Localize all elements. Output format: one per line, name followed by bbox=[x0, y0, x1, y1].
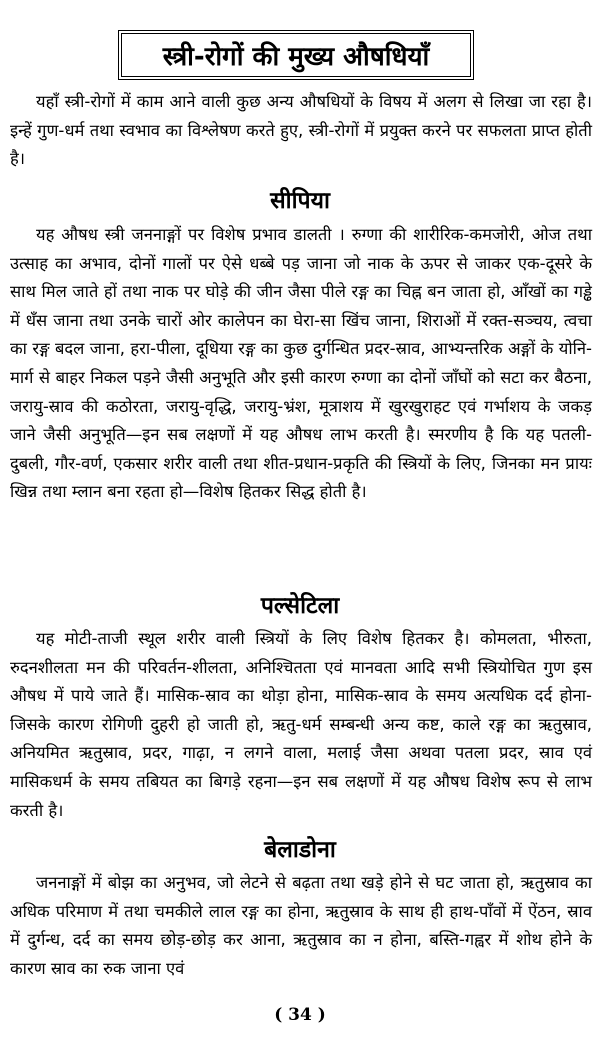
section-heading-pulsatilla: पल्सेटिला bbox=[260, 593, 340, 619]
section-block-pulsatilla bbox=[10, 625, 592, 825]
section-block-sepia bbox=[10, 221, 592, 507]
section-block-belladonna bbox=[10, 869, 592, 983]
section-paragraph-belladonna: जननाङ्गों में बोझ का अनुभव, जो लेटने से बढ़ता तथा खड़े होने से घट जाता हो, ऋतुस्राव का अधिक परिमाण में तथा चमकीले लाल रङ्ग का होना, ऋतुस्राव के साथ ही हाथ-पाँवों में ऐंठन, स्राव में दुर्गन्ध, दर्द का समय छोड़-छोड़ कर आना, ऋतुस्राव का न होना, बस्ति-गह्वर में शोथ होने के कारण स्राव का रुक जाना एवं bbox=[10, 873, 592, 978]
section-paragraph-sepia: यह औषध स्त्री जननाङ्गों पर विशेष प्रभाव डालती । रुग्णा की शारीरिक-कमजोरी, ओज तथा उत्साह का अभाव, दोनों गालों पर ऐसे धब्बे पड़ जाना जो नाक के ऊपर से जाकर एक-दूसरे के साथ मिल जाते हों तथा नाक पर घोड़े की जीन जैसा पीले रङ्ग का चिह्न बन जाता हो, आँखों का गड्ढे में धँस जाना तथा उनके चारों ओर कालेपन का घेरा-सा खिंच जाना, शिराओं में रक्त-सञ्चय, त्वचा का रङ्ग बदल जाना, हरा-पीला, दूधिया रङ्ग का कुछ दुर्गन्धित प्रदर-स्राव, आभ्यन्तरिक अङ्गों के योनि-मार्ग से बाहर निकल पड़ने जैसी अनुभूति और इसी कारण रुग्णा का दोनों जाँघों को सटा कर बैठना, जरायु-स्राव की कठोरता, जरायु-वृद्धि, जरायु-भ्रंश, मूत्राशय में खुरखुराहट एवं गर्भाशय के जकड़ जाने जैसी अनुभूति—इन सब लक्षणों में यह औषध लाभ करती है। स्मरणीय है कि यह पतली-दुबली, गौर-वर्ण, एकसार शरीर वाली तथा शीत-प्रधान-प्रकृति की स्त्रियों के लिए, जिनका मन प्रायः खिन्न तथा म्लान बना रहता हो—विशेष हितकर सिद्ध होती है। bbox=[10, 225, 592, 502]
section-heading-sepia: सीपिया bbox=[270, 188, 330, 214]
chapter-title: स्त्री-रोगों की मुख्य औषधियाँ bbox=[118, 30, 474, 80]
intro-block bbox=[10, 88, 592, 174]
section-heading-belladonna: बेलाडोना bbox=[264, 837, 336, 863]
intro-paragraph: यहाँ स्त्री-रोगों में काम आने वाली कुछ अन्य औषधियों के विषय में अलग से लिखा जा रहा है। इन्हें गुण-धर्म तथा स्वभाव का विश्लेषण करते हुए, स्त्री-रोगों में प्रयुक्त करने पर सफलता प्राप्त होती है। bbox=[10, 92, 592, 169]
section-paragraph-pulsatilla: यह मोटी-ताजी स्थूल शरीर वाली स्त्रियों के लिए विशेष हितकर है। कोमलता, भीरुता, रुदनशीलता मन की परिवर्तन-शीलता, अनिश्चितता एवं मानवता आदि सभी स्त्रियोचित गुण इस औषध में पाये जाते हैं। मासिक-स्राव का थोड़ा होना, मासिक-स्राव के समय अत्यधिक दर्द होना-जिसके कारण रोगिणी दुहरी हो जाती हो, ऋतु-धर्म सम्बन्धी अन्य कष्ट, काले रङ्ग का ऋतुस्राव, अनियमित ऋतुस्राव, प्रदर, गाढ़ा, न लगने वाला, मलाई जैसा अथवा पतला प्रदर, स्राव एवं मासिकधर्म के समय तबियत का बिगड़े रहना—इन सब लक्षणों में यह औषध विशेष रूप से लाभ करती है। bbox=[10, 629, 592, 820]
page-number: ( 34 ) bbox=[274, 1005, 326, 1025]
